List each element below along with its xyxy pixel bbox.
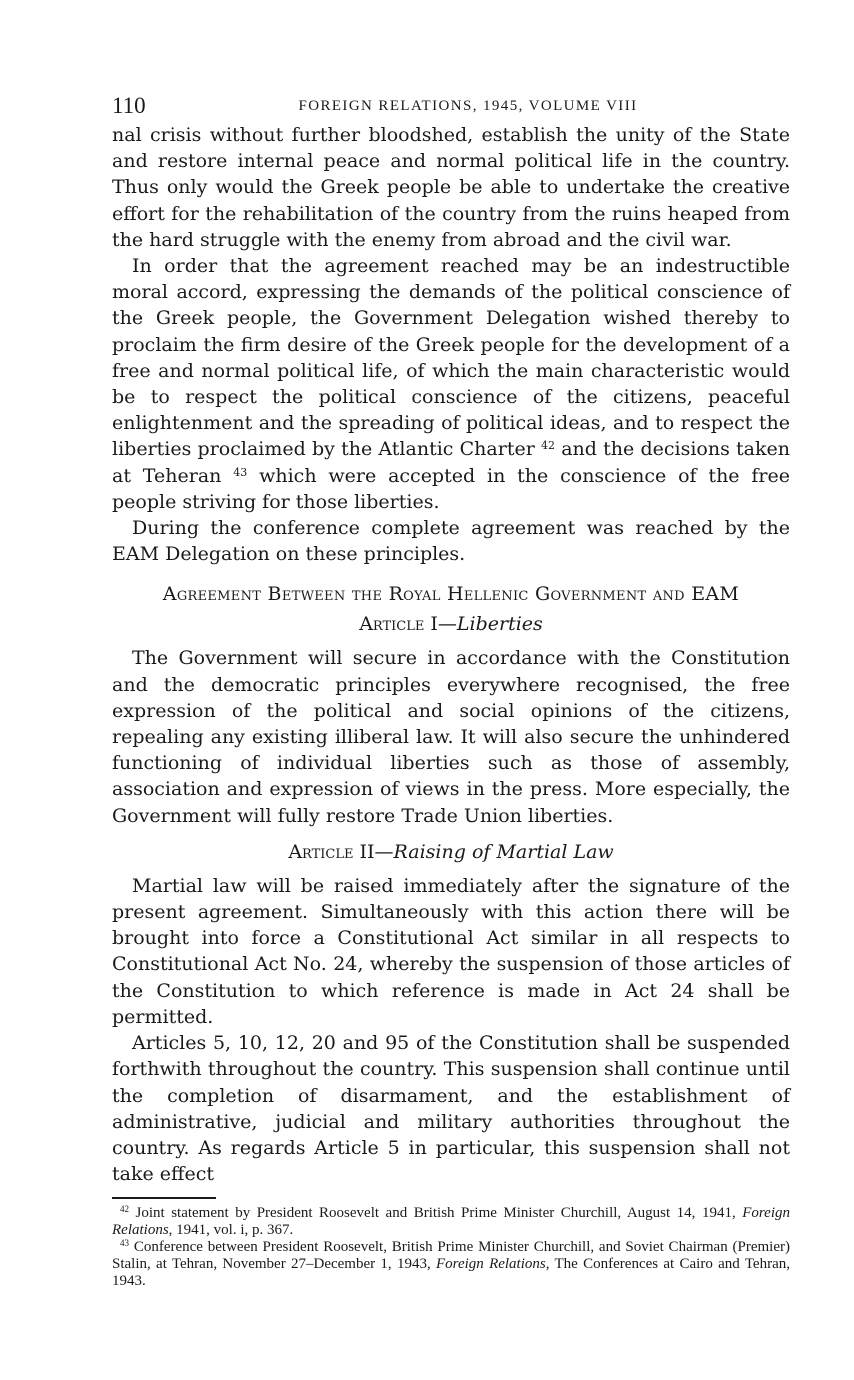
document-page xyxy=(112,92,790,1289)
article-2-title: Raising of Martial Law xyxy=(393,840,614,863)
footnote-divider xyxy=(112,1197,216,1199)
article-1-text: The Government will secure in accordance with the Constitution and the democratic principles everywhere recognised, the free expression of the political and social opinions of the citizens, repealing any existing illiberal law. It will also secure the unhindered functioning of individual liberties such as those of assembly, association and expression of views in the press. More especially, the Government will fully restore Trade Union liberties. xyxy=(112,647,790,827)
running-title: FOREIGN RELATIONS, 1945, VOLUME VIII xyxy=(298,98,638,114)
footnote-42-mark: 42 xyxy=(120,1204,129,1215)
footnote-text: , The Conferences at Cairo and Tehran, 1943. xyxy=(112,1255,790,1289)
agreement-heading: Agreement Between the Royal Hellenic Government and EAM xyxy=(162,583,740,606)
footnote-italic-title: Foreign Relations xyxy=(112,1205,790,1239)
footnote-ref-43[interactable]: 43 xyxy=(233,465,248,479)
body-text xyxy=(112,122,790,1187)
article-1-heading xyxy=(112,611,790,637)
article-2-heading xyxy=(112,839,790,865)
paragraph-moral-accord xyxy=(112,253,790,515)
article-2-text-2: Articles 5, 10, 12, 20 and 95 of the Constitution shall be suspended forthwith throughout the country. This suspension shall continue until the completion of disarmament, and the establishment of administrative, judicial and military authorities throughout the country. As regards Article 5 in particular, this suspension shall not take effect xyxy=(112,1032,790,1186)
article-2-text-1: Martial law will be raised immediately after the signature of the present agreement. Simultaneously with this action there will be brought into force a Constitutional Act similar in all respects to Constitutional Act No. 24, whereby the suspension of those articles of the Constitution to which reference is made in Act 24 shall be permitted. xyxy=(112,874,790,1028)
article-1-title: Liberties xyxy=(456,613,543,636)
footnote-italic-title: Foreign Relations xyxy=(436,1255,546,1272)
paragraph-text: and the decisions taken at Teheran xyxy=(112,438,790,487)
footnote-43 xyxy=(112,1239,790,1289)
footnote-43-mark: 43 xyxy=(120,1237,129,1248)
running-head xyxy=(112,92,790,122)
paragraph-text: which were accepted in the conscience of the free people striving for those liberties. xyxy=(112,464,790,513)
article-2-dash: — xyxy=(374,840,394,863)
paragraph-text: In order that the agreement reached may be an indestructible moral accord, expressing the demands of the political conscience of the Greek people, the Government Delegation wished thereby to proclaim the firm desire of the Greek people for the development of a free and normal political life, of which the main characteristic would be to respect the political conscience of the citizens, peaceful enlightenment and the spreading of political ideas, and to respect the liberties proclaimed by the Atlantic Charter xyxy=(112,255,790,461)
footnote-ref-42[interactable]: 42 xyxy=(541,439,555,453)
footnote-42 xyxy=(112,1205,790,1239)
article-2-label: Article II xyxy=(288,840,375,863)
footnote-text: Conference between President Roosevelt, British Prime Minister Churchill, and Soviet Chairman (Premier) Stalin, at Tehran, November 27–December 1, 1943, xyxy=(112,1238,791,1272)
footnote-text: , 1941, vol. i, p. 367. xyxy=(168,1222,294,1239)
paragraph-continued: nal crisis without further bloodshed, establish the unity of the State and restore internal peace and normal political life in the country. Thus only would the Greek people be able to undertake the creative effort for the rehabilitation of the country from the ruins heaped from the hard struggle with the enemy from abroad and the civil war. xyxy=(112,124,790,251)
paragraph-conference: During the conference complete agreement was reached by the EAM Delegation on these principles. xyxy=(112,517,790,566)
footnotes xyxy=(112,1205,790,1289)
article-1-label: Article I xyxy=(359,613,438,636)
footnote-text: Joint statement by President Roosevelt and British Prime Minister Churchill, August 14, 1941, xyxy=(135,1205,743,1222)
page-number: 110 xyxy=(112,93,146,118)
article-1-dash: — xyxy=(437,613,457,636)
